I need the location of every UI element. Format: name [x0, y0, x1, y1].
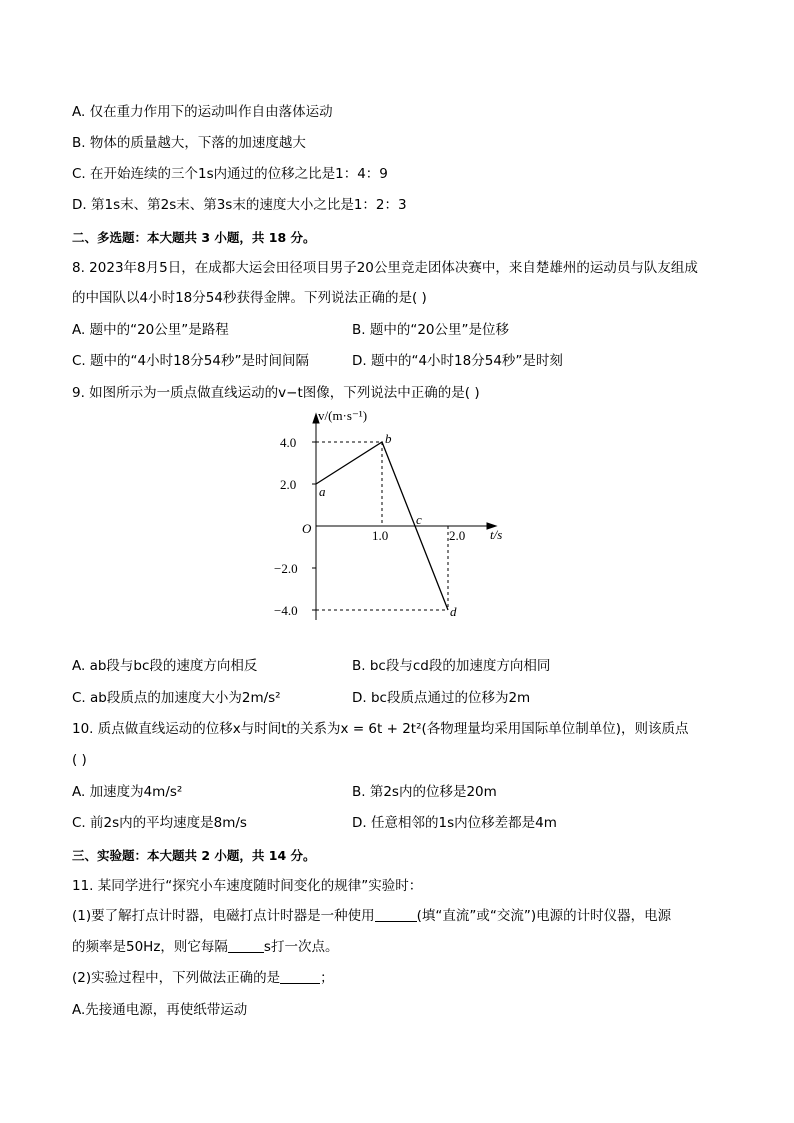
section-experiment-heading: 三、实验题：本大题共 2 小题，共 14 分。 — [72, 848, 316, 863]
q7-option-d: D. 第1s末、第2s末、第3s末的速度大小之比是1：2：3 — [72, 197, 407, 213]
q10-option-c: C. 前2s内的平均速度是8m/s — [72, 815, 247, 831]
x-tick-label-2: 2.0 — [449, 528, 466, 543]
q11-blank-correct-method[interactable] — [280, 969, 320, 984]
vt-graph — [268, 402, 518, 624]
q9-option-a: A. ab段与bc段的速度方向相反 — [72, 658, 258, 674]
point-label-a: a — [319, 484, 326, 499]
q8-option-a: A. 题中的“20公里”是路程 — [72, 322, 229, 338]
q7-option-a: A. 仅在重力作用下的运动叫作自由落体运动 — [72, 104, 333, 120]
q10-option-b: B. 第2s内的位移是20m — [352, 784, 497, 800]
q10-stem-line1: 10. 质点做直线运动的位移x与时间t的关系为x = 6t + 2t²(各物理量均采用国际单位制单位)，则该质点 — [72, 721, 689, 737]
q7-option-c: C. 在开始连续的三个1s内通过的位移之比是1：4：9 — [72, 166, 388, 182]
q11-part2-text-a: (2)实验过程中，下列做法正确的是 — [72, 970, 281, 986]
q10-option-d: D. 任意相邻的1s内位移差都是4m — [352, 815, 557, 831]
q11-part1-text-c: 的频率是50Hz，则它每隔 — [72, 939, 228, 955]
q10-stem-line2: ( ) — [72, 752, 87, 768]
q11-stem: 11. 某同学进行“探究小车速度随时间变化的规律”实验时： — [72, 878, 423, 894]
q11-part2 — [72, 968, 334, 988]
point-label-d: d — [450, 604, 457, 619]
q11-part1-text-a: (1)要了解打点计时器，电磁打点计时器是一种使用 — [72, 908, 375, 924]
q11-option-a: A.先接通电源，再使纸带运动 — [72, 1002, 248, 1018]
q10-option-a: A. 加速度为4m/s² — [72, 784, 183, 800]
y-tick-label-neg4: −4.0 — [274, 603, 298, 618]
q8-option-c: C. 题中的“4小时18分54秒”是时间间隔 — [72, 353, 309, 369]
x-tick-label-1: 1.0 — [372, 528, 389, 543]
q7-option-b: B. 物体的质量越大，下落的加速度越大 — [72, 135, 306, 151]
q11-blank-power-type[interactable] — [375, 907, 417, 922]
y-tick-label-neg2: −2.0 — [274, 561, 298, 576]
q8-option-d: D. 题中的“4小时18分54秒”是时刻 — [352, 353, 563, 369]
q11-part1-text-b: (填“直流”或“交流”)电源的计时仪器，电源 — [416, 908, 672, 924]
origin-label: O — [302, 521, 312, 536]
q11-part2-text-b: ； — [320, 970, 334, 986]
q8-option-b: B. 题中的“20公里”是位移 — [352, 322, 510, 338]
q9-option-c: C. ab段质点的加速度大小为2m/s² — [72, 690, 281, 706]
q8-stem-line2: 的中国队以4小时18分54秒获得金牌。下列说法正确的是( ) — [72, 290, 427, 306]
q9-option-b: B. bc段与cd段的加速度方向相同 — [352, 658, 551, 674]
x-axis-label: t/s — [490, 527, 503, 542]
y-tick-label-4: 4.0 — [280, 435, 297, 450]
q9-stem: 9. 如图所示为一质点做直线运动的v−t图像，下列说法中正确的是( ) — [72, 385, 480, 401]
q11-blank-interval[interactable] — [228, 938, 264, 953]
y-tick-label-2: 2.0 — [280, 477, 297, 492]
q11-part1-text-d: s打一次点。 — [263, 939, 339, 955]
q11-part1-line2 — [72, 937, 338, 957]
section-multiple-choice-heading: 二、多选题：本大题共 3 小题，共 18 分。 — [72, 230, 316, 245]
point-label-c: c — [416, 512, 422, 527]
q8-stem-line1: 8. 2023年8月5日，在成都大运会田径项目男子20公里竞走团体决赛中，来自楚雄州的运动员与队友组成 — [72, 260, 698, 276]
q11-part1-line1 — [72, 906, 671, 926]
q9-option-d: D. bc段质点通过的位移为2m — [352, 690, 531, 706]
point-label-b: b — [385, 431, 392, 446]
y-axis-label: v/(m·s⁻¹) — [318, 408, 368, 423]
